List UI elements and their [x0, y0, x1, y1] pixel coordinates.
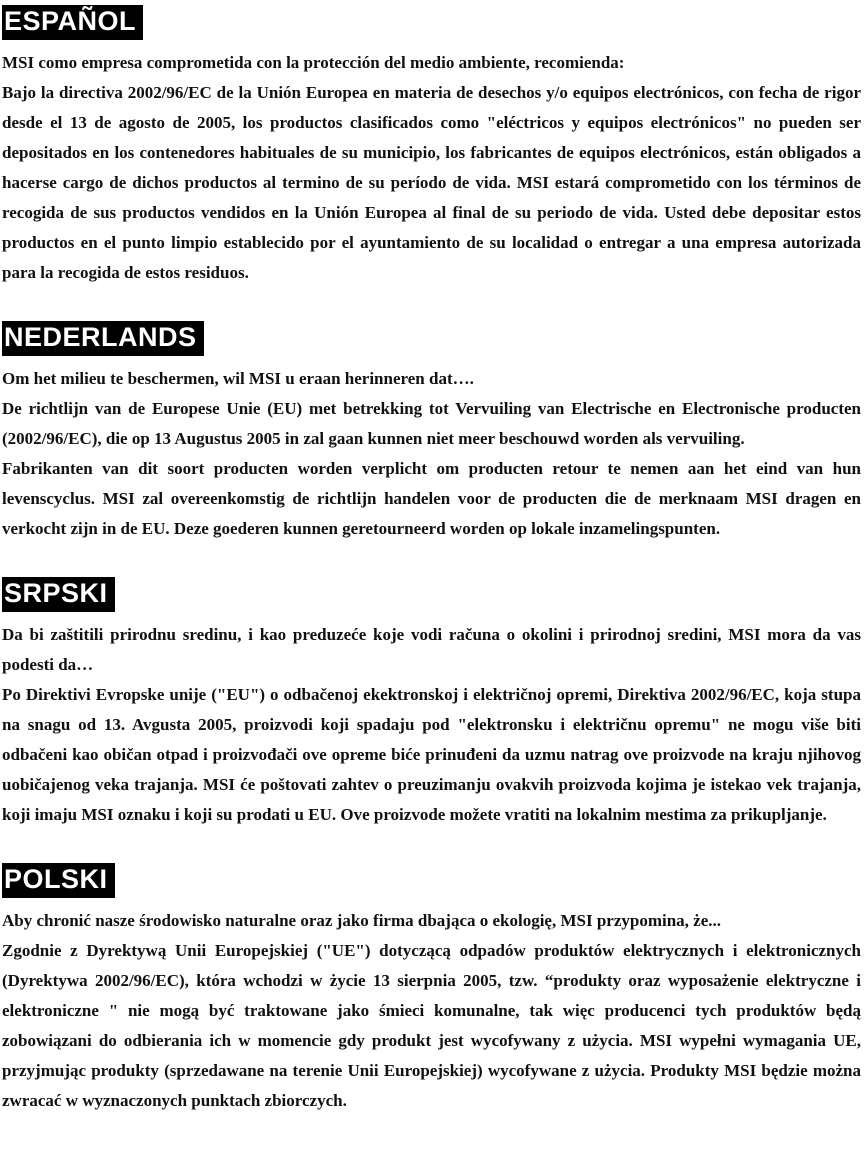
- section-srpski: [2, 577, 861, 830]
- section-header-srpski: SRPSKI: [2, 577, 115, 612]
- polski-intro-paragraph: Aby chronić nasze środowisko naturalne oraz jako firma dbająca o ekologię, MSI przypomina, że...: [2, 911, 722, 930]
- nederlands-body-paragraph-1: De richtlijn van de Europese Unie (EU) met betrekking tot Vervuiling van Electrische en Electronische producten (2002/96/EC), die op 13 Augustus 2005 in zal gaan kunnen niet meer beschouwd worden als vervuiling.: [2, 399, 861, 448]
- srpski-intro-paragraph: Da bi zaštitili prirodnu sredinu, i kao preduzeće koje vodi računa o okolini i prirodnoj sredini, MSI mora da vas podesti da…: [2, 625, 861, 674]
- srpski-body-paragraph: Po Direktivi Evropske unije ("EU") o odbačenoj ekektronskoj i električnoj opremi, Direktiva 2002/96/EC, koja stupa na snagu od 13. Avgusta 2005, proizvodi koji spadaju pod "elektronsku i električnu opremu" ne mogu više biti odbačeni kao običan otpad i proizvođači ove opreme biće prinuđeni da uzmu natrag ove proizvode na kraju njihovog uobičajenog veka trajanja. MSI će poštovati zahtev o preuzimanju ovakvih proizvoda kojima je istekao vek trajanja, koji imaju MSI oznaku i koji su prodati u EU. Ove proizvode možete vratiti na lokalnim mestima za prikupljanje.: [2, 685, 861, 824]
- espanol-intro-paragraph: MSI como empresa comprometida con la protección del medio ambiente, recomienda:: [2, 53, 625, 72]
- section-header-espanol: ESPAÑOL: [2, 5, 143, 40]
- polski-body-paragraph: Zgodnie z Dyrektywą Unii Europejskiej ("UE") dotyczącą odpadów produktów elektrycznych i elektronicznych (Dyrektywa 2002/96/EC), która wchodzi w życie 13 sierpnia 2005, tzw. “produkty oraz wyposażenie elektryczne i elektroniczne " nie mogą być traktowane jako śmieci komunalne, tak więc producenci tych produktów będą zobowiązani do odbierania ich w momencie gdy produkt jest wycofywany z użycia. MSI wypełni wymagania UE, przyjmując produkty (sprzedawane na terenie Unii Europejskiej) wycofywane z użycia. Produkty MSI będzie można zwracać w wyznaczonych punktach zbiorczych.: [2, 941, 861, 1110]
- section-header-nederlands: NEDERLANDS: [2, 321, 204, 356]
- espanol-body-paragraph: Bajo la directiva 2002/96/EC de la Unión Europea en materia de desechos y/o equipos electrónicos, con fecha de rigor desde el 13 de agosto de 2005, los productos clasificados como "eléctricos y equipos electrónicos" no pueden ser depositados en los contenedores habituales de su municipio, los fabricantes de equipos electrónicos, están obligados a hacerse cargo de dichos productos al termino de su período de vida. MSI estará comprometido con los términos de recogida de sus productos vendidos en la Unión Europea al final de su periodo de vida. Usted debe depositar estos productos en el punto limpio establecido por el ayuntamiento de su localidad o entregar a una empresa autorizada para la recogida de estos residuos.: [2, 83, 861, 282]
- section-header-polski: POLSKI: [2, 863, 115, 898]
- nederlands-body-paragraph-2: Fabrikanten van dit soort producten worden verplicht om producten retour te nemen aan het eind van hun levenscyclus. MSI zal overeenkomstig de richtlijn handelen voor de producten die de merknaam MSI dragen en verkocht zijn in de EU. Deze goederen kunnen geretourneerd worden op lokale inzamelingspunten.: [2, 459, 861, 538]
- section-nederlands: [2, 321, 861, 544]
- section-polski: [2, 863, 861, 1116]
- nederlands-intro-paragraph: Om het milieu te beschermen, wil MSI u eraan herinneren dat….: [2, 369, 474, 388]
- section-espanol: [2, 5, 861, 288]
